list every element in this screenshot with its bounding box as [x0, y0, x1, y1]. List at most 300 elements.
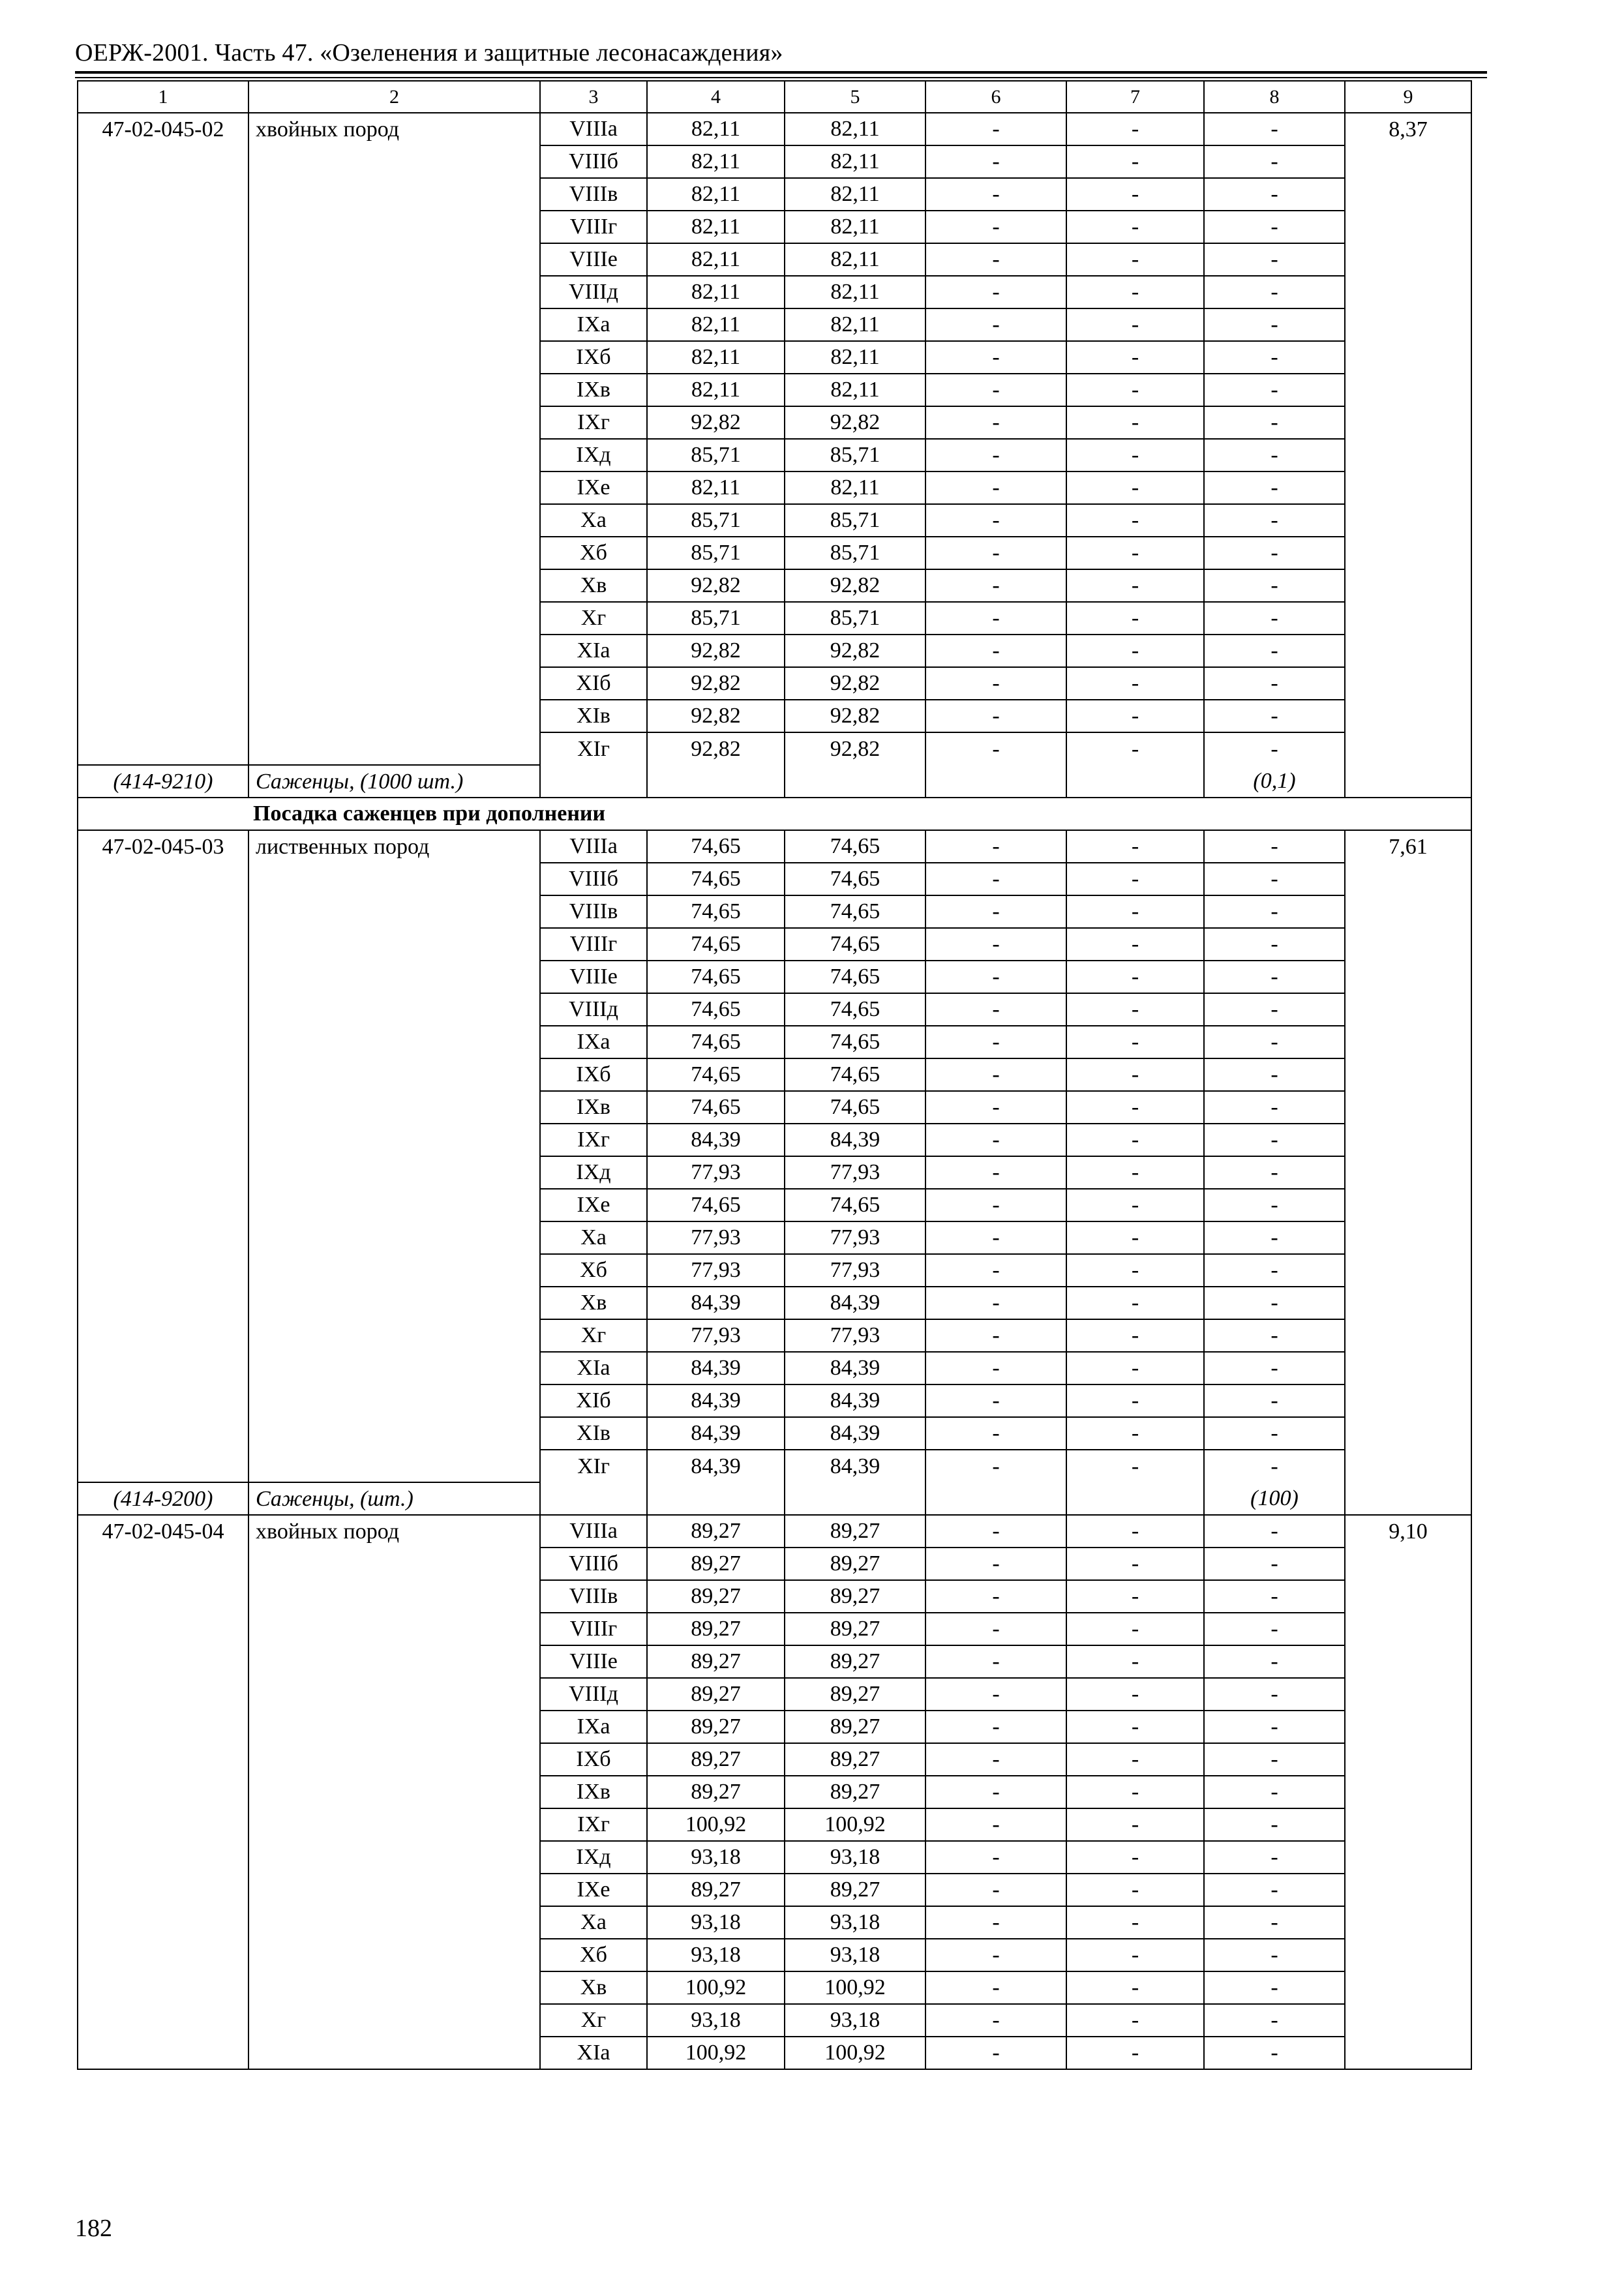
value-cell: - — [1204, 1319, 1345, 1352]
value-cell: 74,65 — [647, 1091, 785, 1124]
value-cell: 82,11 — [785, 145, 925, 178]
column-number: 9 — [1345, 81, 1471, 113]
value-cell: - — [1204, 1450, 1345, 1482]
value-cell: 93,18 — [647, 2004, 785, 2037]
value-cell: - — [1066, 1156, 1204, 1189]
value-cell: - — [1066, 308, 1204, 341]
value-cell: 77,93 — [647, 1254, 785, 1287]
value-cell: - — [1204, 1874, 1345, 1906]
value-cell: - — [1066, 439, 1204, 471]
value-cell: - — [1204, 211, 1345, 243]
value-cell: 82,11 — [785, 276, 925, 308]
value-cell: 77,93 — [647, 1221, 785, 1254]
column-number: 1 — [78, 81, 248, 113]
value-cell: 82,11 — [647, 145, 785, 178]
value-cell: - — [925, 1384, 1066, 1417]
zone-cell: IXд — [540, 439, 647, 471]
empty-cell — [540, 1482, 647, 1515]
value-cell: - — [1204, 1613, 1345, 1645]
value-cell: - — [1066, 1026, 1204, 1058]
value-cell: - — [1204, 1743, 1345, 1776]
zone-cell: VIIIв — [540, 895, 647, 928]
value-cell: 93,18 — [647, 1939, 785, 1971]
zone-cell: IXд — [540, 1841, 647, 1874]
zone-cell: IXа — [540, 1026, 647, 1058]
value-cell: - — [1066, 1189, 1204, 1221]
value-cell: 89,27 — [647, 1678, 785, 1711]
value-cell: - — [1066, 1776, 1204, 1808]
value-cell: 92,82 — [785, 569, 925, 602]
value-cell: - — [1066, 1450, 1204, 1482]
value-cell: 89,27 — [785, 1548, 925, 1580]
value-cell: - — [1204, 1841, 1345, 1874]
total-cell: 9,10 — [1345, 1515, 1471, 2069]
value-cell: 82,11 — [647, 308, 785, 341]
value-cell: 92,82 — [785, 635, 925, 667]
value-cell: 85,71 — [647, 602, 785, 635]
value-cell: 84,39 — [785, 1417, 925, 1450]
value-cell: - — [1066, 1221, 1204, 1254]
value-cell: - — [1066, 1841, 1204, 1874]
value-cell: - — [1204, 1906, 1345, 1939]
value-cell: - — [1204, 1091, 1345, 1124]
value-cell: 82,11 — [785, 113, 925, 145]
value-cell: - — [1204, 635, 1345, 667]
value-cell: - — [925, 341, 1066, 374]
value-cell: - — [925, 961, 1066, 993]
zone-cell: Xв — [540, 569, 647, 602]
value-cell: 74,65 — [785, 1091, 925, 1124]
value-cell: - — [925, 1450, 1066, 1482]
zone-cell: XIг — [540, 1450, 647, 1482]
value-cell: - — [1066, 1939, 1204, 1971]
value-cell: - — [925, 113, 1066, 145]
value-cell: - — [1066, 700, 1204, 732]
value-cell: 84,39 — [785, 1384, 925, 1417]
value-cell: - — [925, 863, 1066, 895]
value-cell: 92,82 — [647, 732, 785, 765]
column-number: 8 — [1204, 81, 1345, 113]
value-cell: - — [1066, 504, 1204, 537]
header-rule-thick — [75, 71, 1487, 74]
zone-cell: VIIIе — [540, 243, 647, 276]
value-cell: - — [925, 1221, 1066, 1254]
value-cell: - — [925, 178, 1066, 211]
value-cell: - — [1066, 1548, 1204, 1580]
zone-cell: Xб — [540, 537, 647, 569]
zone-cell: VIIIа — [540, 1515, 647, 1548]
value-cell: 84,39 — [647, 1352, 785, 1384]
value-cell: - — [1204, 895, 1345, 928]
value-cell: - — [925, 374, 1066, 406]
value-cell: - — [1204, 1352, 1345, 1384]
value-cell: - — [925, 1319, 1066, 1352]
rate-name: хвойных пород — [248, 113, 540, 765]
value-cell: - — [925, 1026, 1066, 1058]
zone-cell: IXг — [540, 1808, 647, 1841]
value-cell: - — [1204, 504, 1345, 537]
value-cell: - — [925, 1417, 1066, 1450]
value-cell: - — [1066, 928, 1204, 961]
zone-cell: VIIIе — [540, 1645, 647, 1678]
value-cell: - — [925, 537, 1066, 569]
value-cell: - — [1204, 1678, 1345, 1711]
column-number: 2 — [248, 81, 540, 113]
value-cell: 82,11 — [785, 243, 925, 276]
value-cell: - — [925, 1874, 1066, 1906]
value-cell: - — [1066, 667, 1204, 700]
value-cell: 89,27 — [647, 1613, 785, 1645]
zone-cell: IXд — [540, 1156, 647, 1189]
value-cell: - — [925, 276, 1066, 308]
value-cell: 85,71 — [647, 439, 785, 471]
value-cell: 89,27 — [785, 1743, 925, 1776]
table-row — [78, 113, 1471, 145]
value-cell: - — [1204, 1058, 1345, 1091]
value-cell: 82,11 — [785, 178, 925, 211]
material-row — [78, 765, 1471, 798]
value-cell: 92,82 — [785, 700, 925, 732]
value-cell: 74,65 — [647, 1058, 785, 1091]
value-cell: 74,65 — [647, 1189, 785, 1221]
value-cell: - — [1066, 471, 1204, 504]
value-cell: - — [925, 243, 1066, 276]
value-cell: - — [1066, 1971, 1204, 2004]
value-cell: - — [1066, 1613, 1204, 1645]
value-cell: 74,65 — [647, 830, 785, 863]
table-row — [78, 1515, 1471, 1548]
value-cell: - — [1204, 993, 1345, 1026]
value-cell: 89,27 — [647, 1515, 785, 1548]
empty-cell — [647, 1482, 785, 1515]
zone-cell: XIа — [540, 2037, 647, 2069]
value-cell: 74,65 — [785, 961, 925, 993]
zone-cell: Xг — [540, 1319, 647, 1352]
value-cell: 74,65 — [647, 863, 785, 895]
value-cell: 85,71 — [647, 537, 785, 569]
value-cell: - — [1066, 1091, 1204, 1124]
value-cell: 74,65 — [647, 993, 785, 1026]
value-cell: - — [1066, 1058, 1204, 1091]
value-cell: 82,11 — [647, 243, 785, 276]
value-cell: - — [925, 1189, 1066, 1221]
value-cell: 84,39 — [785, 1450, 925, 1482]
value-cell: - — [925, 1548, 1066, 1580]
value-cell: - — [925, 569, 1066, 602]
value-cell: 74,65 — [785, 1189, 925, 1221]
page-number: 182 — [75, 2215, 112, 2242]
value-cell: - — [1204, 1808, 1345, 1841]
value-cell: 92,82 — [647, 406, 785, 439]
value-cell: - — [1204, 374, 1345, 406]
value-cell: - — [1204, 1580, 1345, 1613]
value-cell: - — [1066, 1743, 1204, 1776]
value-cell: 92,82 — [647, 569, 785, 602]
value-cell: 85,71 — [785, 602, 925, 635]
zone-cell: IXг — [540, 406, 647, 439]
value-cell: 100,92 — [785, 2037, 925, 2069]
value-cell: 89,27 — [647, 1645, 785, 1678]
value-cell: 77,93 — [785, 1221, 925, 1254]
zone-cell: XIв — [540, 700, 647, 732]
total-cell: 7,61 — [1345, 830, 1471, 1515]
value-cell: 84,39 — [647, 1417, 785, 1450]
value-cell: - — [925, 2004, 1066, 2037]
value-cell: - — [925, 1124, 1066, 1156]
value-cell: 77,93 — [647, 1156, 785, 1189]
value-cell: 89,27 — [785, 1613, 925, 1645]
zone-cell: XIа — [540, 635, 647, 667]
value-cell: 77,93 — [785, 1156, 925, 1189]
column-number: 6 — [925, 81, 1066, 113]
value-cell: 74,65 — [785, 863, 925, 895]
value-cell: 84,39 — [785, 1124, 925, 1156]
value-cell: 92,82 — [647, 667, 785, 700]
value-cell: - — [925, 1254, 1066, 1287]
value-cell: - — [1066, 1808, 1204, 1841]
value-cell: - — [1204, 308, 1345, 341]
section-title-row — [78, 798, 1471, 830]
zone-cell: VIIIе — [540, 961, 647, 993]
value-cell: 89,27 — [785, 1580, 925, 1613]
value-cell: 89,27 — [647, 1776, 785, 1808]
value-cell: - — [925, 1743, 1066, 1776]
value-cell: - — [925, 1711, 1066, 1743]
zone-cell: VIIIг — [540, 1613, 647, 1645]
value-cell: 77,93 — [785, 1319, 925, 1352]
value-cell: - — [925, 895, 1066, 928]
zone-cell: IXе — [540, 1189, 647, 1221]
value-cell: - — [925, 1352, 1066, 1384]
value-cell: - — [1066, 1287, 1204, 1319]
zone-cell: VIIIб — [540, 863, 647, 895]
value-cell: 93,18 — [785, 1939, 925, 1971]
material-name: Саженцы, (шт.) — [248, 1482, 540, 1515]
rate-code: 47-02-045-03 — [78, 830, 248, 1482]
zone-cell: VIIIв — [540, 178, 647, 211]
value-cell: 93,18 — [785, 1841, 925, 1874]
empty-cell — [925, 1482, 1066, 1515]
value-cell: - — [1066, 537, 1204, 569]
value-cell: 84,39 — [647, 1287, 785, 1319]
value-cell: - — [1204, 145, 1345, 178]
value-cell: 85,71 — [785, 537, 925, 569]
zone-cell: Xг — [540, 602, 647, 635]
value-cell: 74,65 — [785, 993, 925, 1026]
value-cell: - — [1066, 961, 1204, 993]
zone-cell: IXе — [540, 1874, 647, 1906]
value-cell: - — [1066, 1254, 1204, 1287]
value-cell: 89,27 — [785, 1678, 925, 1711]
value-cell: 89,27 — [647, 1743, 785, 1776]
value-cell: 100,92 — [647, 1971, 785, 2004]
value-cell: - — [1204, 178, 1345, 211]
total-cell: 8,37 — [1345, 113, 1471, 798]
value-cell: 89,27 — [785, 1515, 925, 1548]
value-cell: - — [925, 406, 1066, 439]
value-cell: - — [1066, 1417, 1204, 1450]
value-cell: - — [1066, 1580, 1204, 1613]
value-cell: - — [1066, 895, 1204, 928]
value-cell: 92,82 — [647, 635, 785, 667]
header-rule-thin — [75, 77, 1487, 78]
zone-cell: IXв — [540, 1091, 647, 1124]
zone-cell: IXб — [540, 1058, 647, 1091]
value-cell: - — [1204, 928, 1345, 961]
value-cell: - — [1204, 1515, 1345, 1548]
value-cell: - — [925, 667, 1066, 700]
value-cell: - — [1066, 602, 1204, 635]
zone-cell: Xг — [540, 2004, 647, 2037]
section-title: Посадка саженцев при дополнении — [78, 798, 1471, 830]
value-cell: 85,71 — [647, 504, 785, 537]
material-code: (414-9200) — [78, 1482, 248, 1515]
value-cell: 89,27 — [785, 1874, 925, 1906]
value-cell: - — [925, 830, 1066, 863]
value-cell: - — [1204, 1384, 1345, 1417]
value-cell: - — [925, 439, 1066, 471]
rate-name: лиственных пород — [248, 830, 540, 1482]
zone-cell: VIIIа — [540, 113, 647, 145]
value-cell: 89,27 — [785, 1776, 925, 1808]
value-cell: 89,27 — [647, 1580, 785, 1613]
zone-cell: IXа — [540, 1711, 647, 1743]
value-cell: 100,92 — [785, 1971, 925, 2004]
value-cell: 82,11 — [785, 471, 925, 504]
value-cell: 82,11 — [785, 211, 925, 243]
value-cell: - — [1204, 830, 1345, 863]
zone-cell: Xв — [540, 1287, 647, 1319]
value-cell: - — [1066, 406, 1204, 439]
value-cell: - — [1204, 1711, 1345, 1743]
zone-cell: Xб — [540, 1254, 647, 1287]
empty-cell — [1066, 1482, 1204, 1515]
value-cell: 92,82 — [785, 667, 925, 700]
value-cell: - — [925, 1515, 1066, 1548]
zone-cell: Xб — [540, 1939, 647, 1971]
value-cell: - — [925, 1939, 1066, 1971]
value-cell: - — [925, 635, 1066, 667]
value-cell: 92,82 — [785, 732, 925, 765]
value-cell: - — [1204, 2037, 1345, 2069]
table-row — [78, 830, 1471, 863]
running-head: ОЕРЖ-2001. Часть 47. «Озеленения и защитные лесонасаждения» — [75, 39, 783, 67]
value-cell: 89,27 — [785, 1711, 925, 1743]
value-cell: - — [1066, 113, 1204, 145]
value-cell: - — [1204, 537, 1345, 569]
value-cell: - — [1066, 374, 1204, 406]
value-cell: - — [925, 1645, 1066, 1678]
value-cell: - — [925, 1613, 1066, 1645]
value-cell: - — [925, 602, 1066, 635]
value-cell: 74,65 — [785, 830, 925, 863]
value-cell: 74,65 — [647, 961, 785, 993]
empty-cell — [785, 1482, 925, 1515]
value-cell: - — [1066, 145, 1204, 178]
value-cell: 74,65 — [647, 928, 785, 961]
zone-cell: VIIIд — [540, 276, 647, 308]
value-cell: - — [925, 1091, 1066, 1124]
value-cell: - — [1204, 341, 1345, 374]
value-cell: - — [1204, 243, 1345, 276]
material-row — [78, 1482, 1471, 1515]
value-cell: - — [1066, 341, 1204, 374]
value-cell: - — [1204, 863, 1345, 895]
value-cell: - — [925, 1287, 1066, 1319]
value-cell: - — [1066, 1645, 1204, 1678]
value-cell: - — [925, 700, 1066, 732]
zone-cell: VIIIг — [540, 211, 647, 243]
value-cell: - — [1204, 1939, 1345, 1971]
value-cell: 89,27 — [647, 1874, 785, 1906]
zone-cell: VIIIд — [540, 1678, 647, 1711]
value-cell: - — [1204, 569, 1345, 602]
value-cell: 89,27 — [785, 1645, 925, 1678]
value-cell: - — [925, 1678, 1066, 1711]
value-cell: - — [925, 928, 1066, 961]
value-cell: - — [1204, 700, 1345, 732]
value-cell: - — [1204, 1776, 1345, 1808]
value-cell: - — [1204, 439, 1345, 471]
value-cell: 100,92 — [647, 1808, 785, 1841]
zone-cell: Xв — [540, 1971, 647, 2004]
zone-cell: IXб — [540, 1743, 647, 1776]
zone-cell: XIг — [540, 732, 647, 765]
value-cell: - — [925, 732, 1066, 765]
value-cell: - — [1204, 1026, 1345, 1058]
value-cell: 74,65 — [785, 1058, 925, 1091]
value-cell: - — [1066, 1874, 1204, 1906]
value-cell: 84,39 — [785, 1352, 925, 1384]
value-cell: - — [1204, 667, 1345, 700]
value-cell: - — [1066, 732, 1204, 765]
zone-cell: Xа — [540, 1906, 647, 1939]
value-cell: 82,11 — [647, 211, 785, 243]
value-cell: - — [1204, 471, 1345, 504]
value-cell: 82,11 — [647, 374, 785, 406]
value-cell: - — [1204, 732, 1345, 765]
value-cell: 92,82 — [647, 700, 785, 732]
value-cell: 82,11 — [647, 471, 785, 504]
value-cell: 82,11 — [785, 341, 925, 374]
value-cell: - — [925, 1808, 1066, 1841]
value-cell: - — [1066, 1384, 1204, 1417]
column-number: 7 — [1066, 81, 1204, 113]
value-cell: 77,93 — [647, 1319, 785, 1352]
zone-cell: VIIIд — [540, 993, 647, 1026]
value-cell: - — [1066, 1678, 1204, 1711]
zone-cell: Xа — [540, 504, 647, 537]
value-cell: - — [1066, 1515, 1204, 1548]
value-cell: - — [1066, 1906, 1204, 1939]
value-cell: - — [1204, 1254, 1345, 1287]
material-code: (414-9210) — [78, 765, 248, 798]
zone-cell: Xа — [540, 1221, 647, 1254]
value-cell: 89,27 — [647, 1548, 785, 1580]
value-cell: - — [925, 1776, 1066, 1808]
value-cell: - — [1066, 1124, 1204, 1156]
zone-cell: VIIIа — [540, 830, 647, 863]
value-cell: - — [925, 2037, 1066, 2069]
value-cell: 100,92 — [647, 2037, 785, 2069]
column-number: 4 — [647, 81, 785, 113]
value-cell: - — [1066, 993, 1204, 1026]
value-cell: - — [1066, 1711, 1204, 1743]
value-cell: - — [925, 471, 1066, 504]
value-cell: - — [1066, 1352, 1204, 1384]
rate-code: 47-02-045-02 — [78, 113, 248, 765]
value-cell: - — [925, 1906, 1066, 1939]
